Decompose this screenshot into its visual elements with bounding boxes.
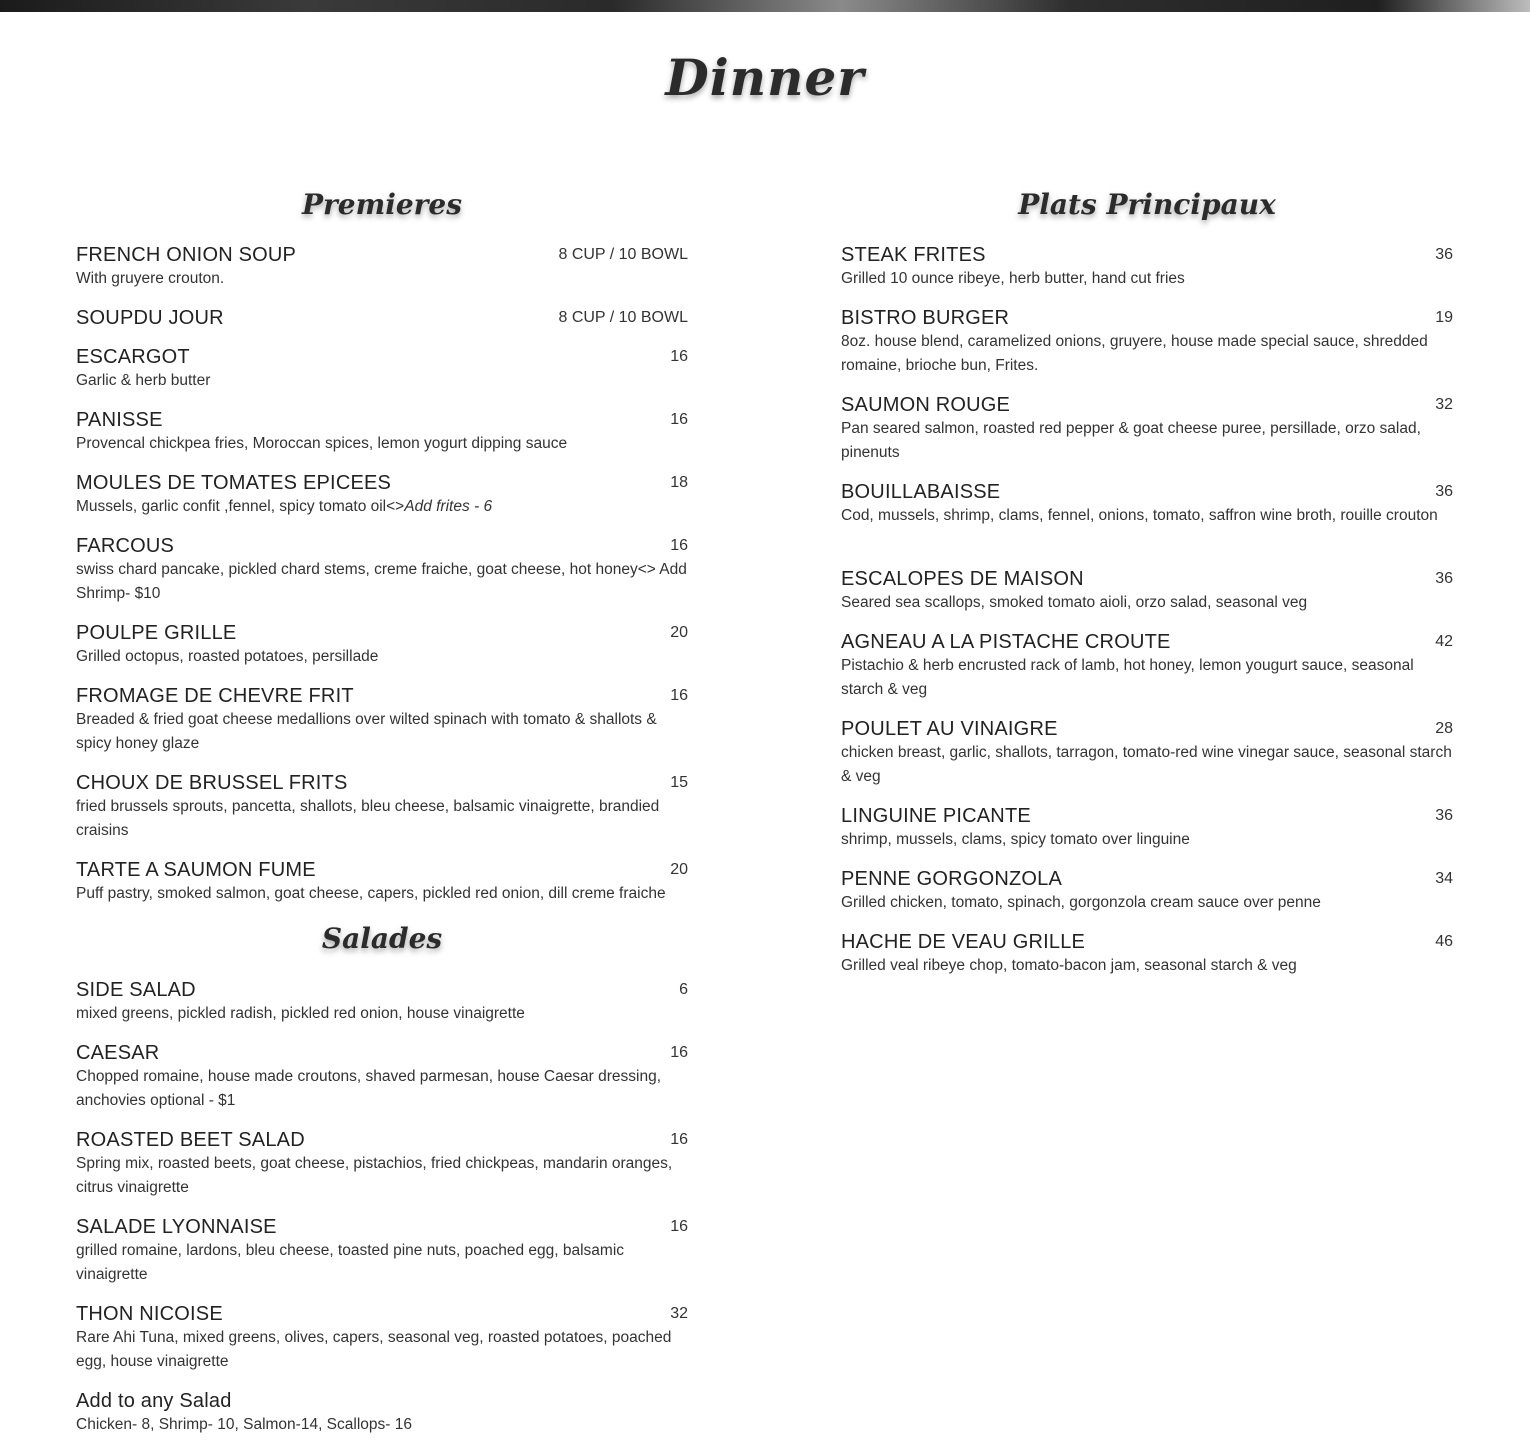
item-price: 6 — [679, 981, 688, 998]
item-description: Pistachio & herb encrusted rack of lamb, hot honey, lemon yougurt sauce, seasonal starch & veg — [841, 657, 1414, 698]
item-description: chicken breast, garlic, shallots, tarragon, tomato-red wine vinegar sauce, seasonal starch & veg — [841, 744, 1452, 785]
menu-item — [76, 1215, 688, 1287]
item-description: Grilled octopus, roasted potatoes, persillade — [76, 648, 379, 665]
item-description: Spring mix, roasted beets, goat cheese, pistachios, fried chickpeas, mandarin oranges, citrus vinaigrette — [76, 1155, 673, 1196]
item-price: 16 — [670, 1218, 688, 1235]
item-price: 28 — [1435, 720, 1453, 737]
menu-item — [76, 534, 688, 606]
page-title: Dinner — [665, 48, 865, 107]
item-name: TARTE A SAUMON FUME — [76, 859, 316, 881]
menu-item — [841, 867, 1453, 915]
item-name: ESCARGOT — [76, 346, 190, 368]
item-price: 16 — [670, 1131, 688, 1148]
item-price: 36 — [1435, 570, 1453, 587]
item-name: SAUMON ROUGE — [841, 394, 1011, 416]
menu-item — [841, 480, 1453, 528]
item-price: 32 — [670, 1305, 688, 1322]
menu-item — [76, 858, 688, 906]
item-description: With gruyere crouton. — [76, 270, 225, 287]
item-name: BISTRO BURGER — [841, 307, 1010, 329]
menu-item — [76, 471, 688, 519]
item-price: 16 — [670, 537, 688, 554]
item-price: 32 — [1435, 396, 1453, 413]
menu-item — [76, 1302, 688, 1374]
item-price: 16 — [670, 411, 688, 428]
item-name: SIDE SALAD — [76, 979, 196, 1001]
item-price: 36 — [1435, 807, 1453, 824]
menu-item — [76, 345, 688, 393]
item-description: Grilled veal ribeye chop, tomato-bacon jam, seasonal starch & veg — [841, 957, 1297, 974]
item-name: FRENCH ONION SOUP — [76, 244, 297, 266]
menu-item — [76, 1128, 688, 1200]
item-name: STEAK FRITES — [841, 244, 986, 266]
item-price: 16 — [670, 348, 688, 365]
item-description: fried brussels sprouts, pancetta, shallots, bleu cheese, balsamic vinaigrette, brandied craisins — [76, 798, 660, 839]
item-name: HACHE DE VEAU GRILLE — [841, 931, 1086, 953]
item-price: 34 — [1435, 870, 1453, 887]
item-description: Rare Ahi Tuna, mixed greens, olives, capers, seasonal veg, roasted potatoes, poached egg, house vinaigrette — [76, 1329, 672, 1370]
item-name: CHOUX DE BRUSSEL FRITS — [76, 772, 348, 794]
menu-item — [76, 1389, 688, 1437]
item-description: Garlic & herb butter — [76, 372, 211, 389]
item-description: Chicken- 8, Shrimp- 10, Salmon-14, Scallops- 16 — [76, 1416, 412, 1433]
menu-item — [841, 717, 1453, 789]
item-description: Breaded & fried goat cheese medallions over wilted spinach with tomato & shallots & spicy honey glaze — [76, 711, 657, 752]
item-addon-note: Add frites - 6 — [404, 498, 493, 515]
menu-item — [76, 684, 688, 756]
item-price: 20 — [670, 624, 688, 641]
section-title-premieres: Premieres — [301, 188, 463, 221]
item-name: AGNEAU A LA PISTACHE CROUTE — [841, 631, 1171, 653]
item-description: 8oz. house blend, caramelized onions, gruyere, house made special sauce, shredded romaine, brioche bun, Frites. — [841, 333, 1428, 374]
item-name: ROASTED BEET SALAD — [76, 1129, 305, 1151]
item-price: 42 — [1435, 633, 1453, 650]
item-price: 20 — [670, 861, 688, 878]
item-description — [76, 495, 688, 519]
item-description: mixed greens, pickled radish, pickled red onion, house vinaigrette — [76, 1005, 525, 1022]
hero-image-strip — [0, 0, 1530, 12]
item-description: Grilled 10 ounce ribeye, herb butter, hand cut fries — [841, 270, 1185, 287]
item-description: grilled romaine, lardons, bleu cheese, toasted pine nuts, poached egg, balsamic vinaigrette — [76, 1242, 625, 1283]
item-description: Chopped romaine, house made croutons, shaved parmesan, house Caesar dressing, anchovies optional - $1 — [76, 1068, 662, 1109]
item-name: PANISSE — [76, 409, 163, 431]
item-name: POULET AU VINAIGRE — [841, 718, 1058, 740]
item-name: CAESAR — [76, 1042, 160, 1064]
item-price: 36 — [1435, 483, 1453, 500]
menu-item — [841, 930, 1453, 978]
item-description: Puff pastry, smoked salmon, goat cheese, capers, pickled red onion, dill creme fraiche — [76, 885, 666, 902]
item-description: Seared sea scallops, smoked tomato aioli, orzo salad, seasonal veg — [841, 594, 1308, 611]
item-description: Grilled chicken, tomato, spinach, gorgonzola cream sauce over penne — [841, 894, 1321, 911]
item-price: 18 — [670, 474, 688, 491]
item-name: POULPE GRILLE — [76, 622, 237, 644]
item-name: MOULES DE TOMATES EPICEES — [76, 472, 392, 494]
item-name: PENNE GORGONZOLA — [841, 868, 1063, 890]
item-name: ESCALOPES DE MAISON — [841, 568, 1084, 590]
item-description: Pan seared salmon, roasted red pepper & goat cheese puree, persillade, orzo salad, pinenuts — [841, 420, 1421, 461]
item-name: Add to any Salad — [76, 1390, 232, 1412]
item-price: 19 — [1435, 309, 1453, 326]
item-price: 15 — [670, 774, 688, 791]
menu-item — [841, 306, 1453, 378]
item-name: BOUILLABAISSE — [841, 481, 1001, 503]
menu-item — [841, 243, 1453, 291]
item-price: 16 — [670, 687, 688, 704]
item-name: SALADE LYONNAISE — [76, 1216, 277, 1238]
item-price: 16 — [670, 1044, 688, 1061]
menu-item — [76, 243, 688, 291]
item-description: shrimp, mussels, clams, spicy tomato over linguine — [841, 831, 1190, 848]
item-name: FARCOUS — [76, 535, 175, 557]
menu-item — [76, 306, 688, 330]
menu-item — [841, 393, 1453, 465]
item-description: Cod, mussels, shrimp, clams, fennel, onions, tomato, saffron wine broth, rouille crouton — [841, 507, 1438, 524]
menu-item — [76, 978, 688, 1026]
item-name: LINGUINE PICANTE — [841, 805, 1031, 827]
menu-item — [76, 408, 688, 456]
menu-item — [841, 567, 1453, 615]
menu-item — [841, 630, 1453, 702]
menu-item — [76, 771, 688, 843]
section-title-plats-principaux: Plats Principaux — [1018, 188, 1276, 221]
section-title-salades: Salades — [321, 922, 443, 955]
item-price: 8 CUP / 10 BOWL — [558, 246, 688, 263]
item-name: SOUPDU JOUR — [76, 307, 224, 329]
item-price: 8 CUP / 10 BOWL — [558, 309, 688, 326]
item-price: 36 — [1435, 246, 1453, 263]
item-name: THON NICOISE — [76, 1303, 223, 1325]
item-price: 46 — [1435, 933, 1453, 950]
menu-item — [841, 804, 1453, 852]
item-name: FROMAGE DE CHEVRE FRIT — [76, 685, 354, 707]
menu-item — [76, 621, 688, 669]
item-description: swiss chard pancake, pickled chard stems, creme fraiche, goat cheese, hot honey<> Add Shrimp- $10 — [76, 561, 687, 602]
item-description: Provencal chickpea fries, Moroccan spices, lemon yogurt dipping sauce — [76, 435, 568, 452]
menu-item — [76, 1041, 688, 1113]
item-description-text: Mussels, garlic confit ,fennel, spicy tomato oil<> — [76, 498, 405, 515]
